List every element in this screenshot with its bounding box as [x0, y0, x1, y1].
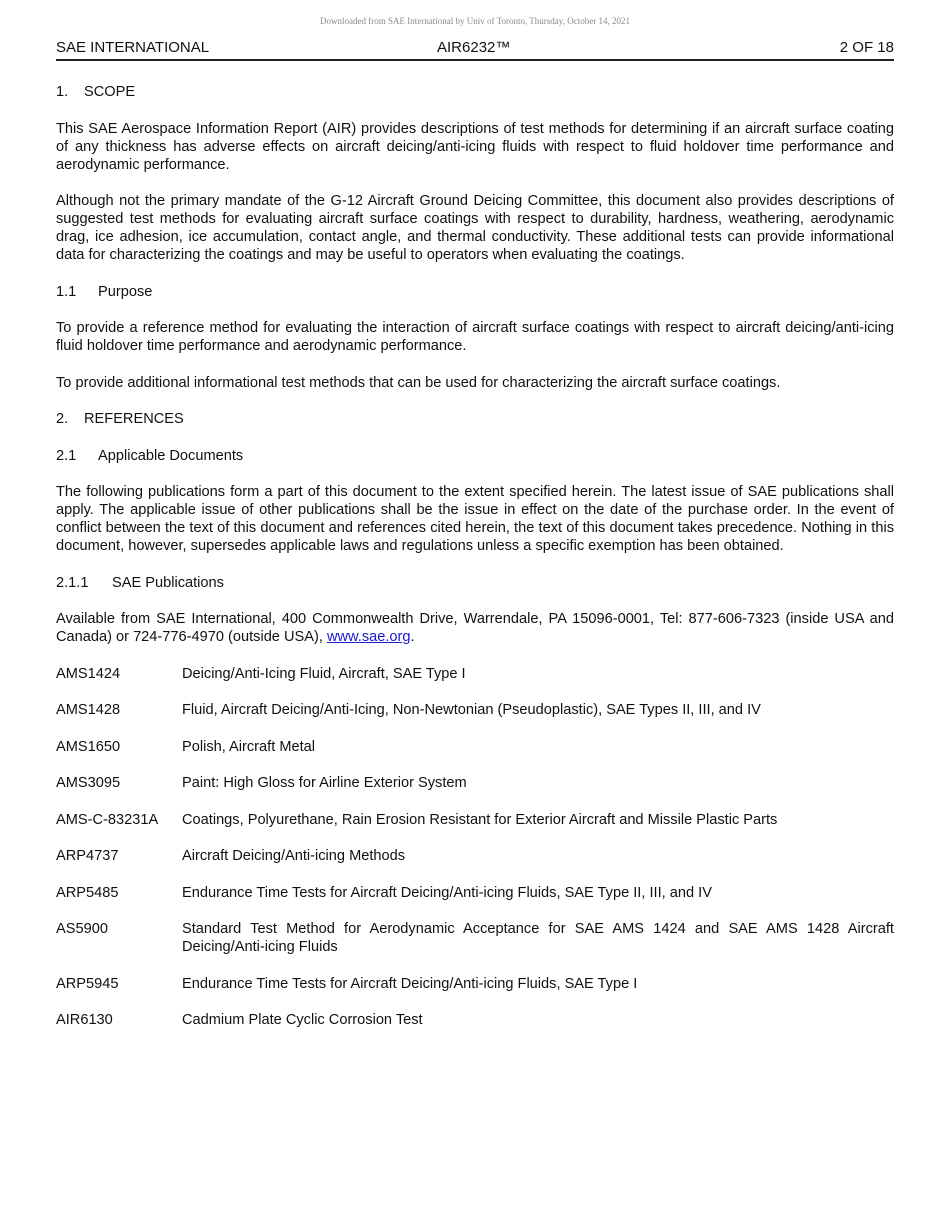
reference-title: Fluid, Aircraft Deicing/Anti-Icing, Non-Newtonian (Pseudoplastic), SAE Types II, III, and IV — [182, 702, 761, 718]
reference-code: AMS-C-83231A — [56, 811, 159, 828]
reference-item — [56, 701, 894, 719]
header-org: SAE INTERNATIONAL — [56, 39, 210, 56]
sae-website-link[interactable]: www.sae.org — [326, 629, 411, 645]
section-heading-scope — [56, 83, 894, 101]
reference-item — [56, 811, 894, 829]
download-watermark: Downloaded from SAE International by Univ of Toronto, Thursday, October 14, 2021 — [320, 16, 630, 26]
section-title: Purpose — [98, 283, 153, 300]
reference-code: AMS1428 — [56, 702, 121, 718]
reference-code: ARP4737 — [56, 848, 119, 864]
header-page-number: 2 OF 18 — [839, 39, 894, 56]
page-header — [56, 38, 894, 61]
reference-code: AMS1424 — [56, 665, 121, 682]
section-heading-references — [56, 410, 894, 428]
section-heading-applicable-documents — [56, 447, 894, 465]
reference-title: Standard Test Method for Aerodynamic Acceptance for SAE AMS 1424 and SAE AMS 1428 Aircraft Deicing/Anti-icing Fluids — [182, 921, 894, 955]
scope-paragraph-1: This SAE Aerospace Information Report (AIR) provides descriptions of test methods for determining if an aircraft surface coating of any thickness has adverse effects on aircraft deicing/anti-icing fluids with respect to fluid holdover time performance and aerodynamic performance. — [56, 120, 894, 173]
reference-code: AMS1650 — [56, 738, 121, 755]
section-number: 1. — [56, 84, 69, 100]
reference-title: Endurance Time Tests for Aircraft Deicing/Anti-icing Fluids, SAE Type I — [182, 975, 638, 992]
reference-title: Cadmium Plate Cyclic Corrosion Test — [182, 1012, 423, 1028]
reference-code: AMS3095 — [56, 775, 121, 791]
reference-code: AIR6130 — [56, 1012, 113, 1028]
section-heading-sae-publications — [56, 574, 894, 592]
section-title: Applicable Documents — [98, 447, 244, 464]
reference-code: AS5900 — [56, 921, 108, 937]
reference-item — [56, 975, 894, 993]
reference-code: ARP5485 — [56, 884, 119, 901]
reference-item — [56, 774, 894, 792]
reference-item — [56, 920, 894, 956]
reference-title: Endurance Time Tests for Aircraft Deicing/Anti-icing Fluids, SAE Type II, III, and IV — [182, 884, 712, 901]
reference-item — [56, 665, 894, 683]
reference-code: ARP5945 — [56, 975, 119, 992]
reference-item — [56, 847, 894, 865]
purpose-paragraph-1: To provide a reference method for evaluating the interaction of aircraft surface coatings with respect to aircraft deicing/anti-icing fluid holdover time performance and aerodynamic performance. — [56, 320, 894, 354]
reference-item — [56, 1011, 894, 1029]
purpose-paragraph-2: To provide additional informational test methods that can be used for characterizing the aircraft surface coatings. — [56, 374, 781, 391]
reference-title: Polish, Aircraft Metal — [182, 738, 316, 755]
document-body — [56, 83, 894, 1048]
reference-item — [56, 738, 894, 756]
applicable-documents-paragraph: The following publications form a part of this document to the extent specified herein. The latest issue of SAE publications shall apply. The applicable issue of other publications shall be the issue in effect on the date of the purchase order. In the event of conflict between the text of this document and references cited herein, the text of this document takes precedence. Nothing in this document, however, supersedes applicable laws and regulations unless a specific exemption has been obtained. — [56, 484, 894, 554]
section-number: 2.1 — [56, 447, 77, 464]
reference-item — [56, 884, 894, 902]
section-title: SCOPE — [84, 84, 136, 100]
availability-period: . — [410, 629, 415, 645]
sae-availability-paragraph — [56, 610, 894, 646]
section-title: SAE Publications — [112, 574, 224, 591]
section-number: 2. — [56, 411, 69, 427]
reference-title: Deicing/Anti-Icing Fluid, Aircraft, SAE Type I — [182, 665, 466, 682]
reference-title: Aircraft Deicing/Anti-icing Methods — [182, 848, 406, 864]
section-heading-purpose — [56, 283, 894, 301]
section-number: 1.1 — [56, 283, 77, 300]
availability-text: Available from SAE International, 400 Commonwealth Drive, Warrendale, PA 15096-0001, Tel: 877-606-7323 (inside USA and Canada) or 724-776-4970 (outside USA), — [56, 611, 894, 645]
scope-paragraph-2: Although not the primary mandate of the G-12 Aircraft Ground Deicing Committee, this document also provides descriptions of suggested test methods for evaluating aircraft surface coatings with respect to durability, hardness, weathering, aerodynamic drag, ice adhesion, ice accumulation, contact angle, and thermal conductivity. These additional tests can provide informational data for characterizing the coatings and may be useful to operators when evaluating the coatings. — [56, 193, 894, 263]
section-number: 2.1.1 — [56, 574, 89, 591]
section-title: REFERENCES — [84, 411, 184, 427]
header-doc-number: AIR6232™ — [437, 39, 511, 56]
reference-title: Paint: High Gloss for Airline Exterior System — [182, 775, 467, 791]
reference-list — [56, 665, 894, 1030]
reference-title: Coatings, Polyurethane, Rain Erosion Resistant for Exterior Aircraft and Missile Plastic Parts — [182, 811, 778, 828]
